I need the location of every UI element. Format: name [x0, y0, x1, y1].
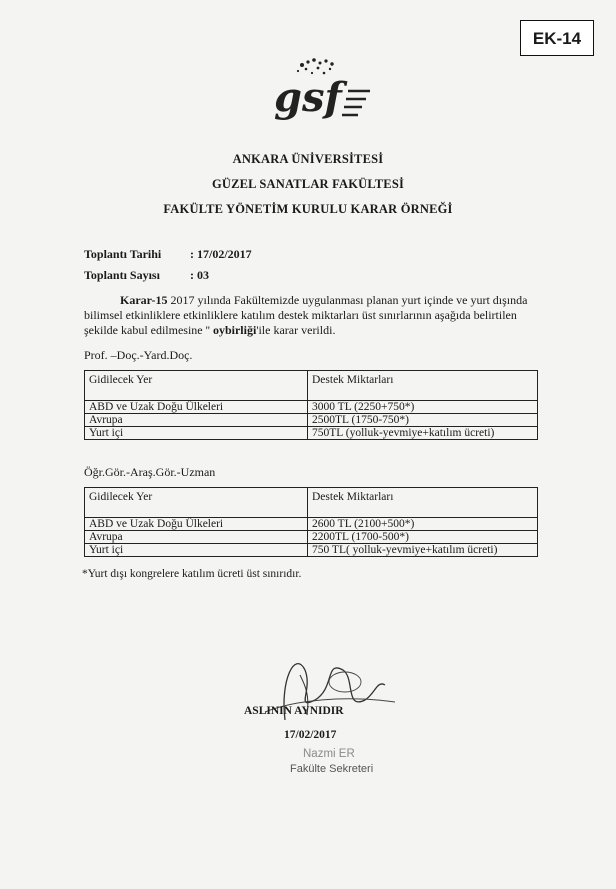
- place-cell: Avrupa: [85, 414, 308, 427]
- stamp-name: Nazmi ER: [303, 748, 355, 760]
- column-header-amount: Destek Miktarları: [308, 371, 538, 401]
- meeting-number: [84, 268, 209, 283]
- place-cell: Yurt içi: [85, 544, 308, 557]
- group2-table: [84, 487, 538, 557]
- decision-text-a: 2017 yılında Fakültemizde uygulanması planan yurt içinde ve yurt dışında: [167, 293, 528, 307]
- logo-text: gsf: [274, 74, 342, 121]
- column-header-amount: Destek Miktarları: [308, 488, 538, 518]
- amount-cell: 3000 TL (2250+750*): [308, 401, 538, 414]
- group2-title: Öğr.Gör.-Araş.Gör.-Uzman: [84, 465, 216, 479]
- decision-text-c: şekilde kabul edilmesine '': [84, 323, 213, 337]
- place-cell: Avrupa: [85, 531, 308, 544]
- meeting-date: [84, 247, 252, 262]
- table-row: [85, 427, 538, 440]
- decision-text-b: bilimsel etkinliklere etkinliklere katılım destek miktarları üst sınırlarının aşağıda belirtilen: [84, 308, 517, 322]
- annex-label: EK-14: [520, 20, 594, 56]
- footnote: *Yurt dışı kongrelere katılım ücreti üst sınırıdır.: [82, 568, 302, 580]
- decision-text-d: 'ile karar verildi.: [256, 323, 336, 337]
- table-row: [85, 401, 538, 414]
- column-header-place: Gidilecek Yer: [85, 371, 308, 401]
- amount-cell: 750 TL( yolluk-yevmiye+katılım ücreti): [308, 544, 538, 557]
- table-header-row: [85, 371, 538, 401]
- table-header-row: [85, 488, 538, 518]
- place-cell: ABD ve Uzak Doğu Ülkeleri: [85, 518, 308, 531]
- meeting-number-value: : 03: [190, 268, 209, 282]
- meeting-date-label: Toplantı Tarihi: [84, 247, 162, 261]
- decision-paragraph: [84, 293, 550, 338]
- header-faculty: GÜZEL SANATLAR FAKÜLTESİ: [211, 177, 405, 191]
- table-row: [85, 414, 538, 427]
- amount-cell: 2600 TL (2100+500*): [308, 518, 538, 531]
- stamp-date: 17/02/2017: [284, 729, 337, 741]
- place-cell: ABD ve Uzak Doğu Ülkeleri: [85, 401, 308, 414]
- decision-number: Karar-15: [120, 293, 168, 307]
- faculty-logo: [262, 55, 382, 125]
- amount-cell: 2500TL (1750-750*): [308, 414, 538, 427]
- amount-cell: 750TL (yolluk-yevmiye+katılım ücreti): [308, 427, 538, 440]
- table-row: [85, 518, 538, 531]
- header-university: ANKARA ÜNİVERSİTESİ: [232, 152, 384, 166]
- stamp-certified: ASLININ AYNIDIR: [244, 705, 344, 717]
- meeting-date-value: : 17/02/2017: [190, 247, 252, 261]
- column-header-place: Gidilecek Yer: [85, 488, 308, 518]
- place-cell: Yurt içi: [85, 427, 308, 440]
- signature: [225, 640, 405, 740]
- decision-unanimous: oybirliği: [212, 323, 257, 337]
- table-row: [85, 531, 538, 544]
- header-title: FAKÜLTE YÖNETİM KURULU KARAR ÖRNEĞİ: [163, 202, 453, 216]
- group1-table: [84, 370, 538, 440]
- table-row: [85, 544, 538, 557]
- stamp-role: Fakülte Sekreteri: [290, 763, 374, 775]
- amount-cell: 2200TL (1700-500*): [308, 531, 538, 544]
- group1-title: Prof. –Doç.-Yard.Doç.: [84, 348, 193, 362]
- meeting-number-label: Toplantı Sayısı: [84, 268, 160, 282]
